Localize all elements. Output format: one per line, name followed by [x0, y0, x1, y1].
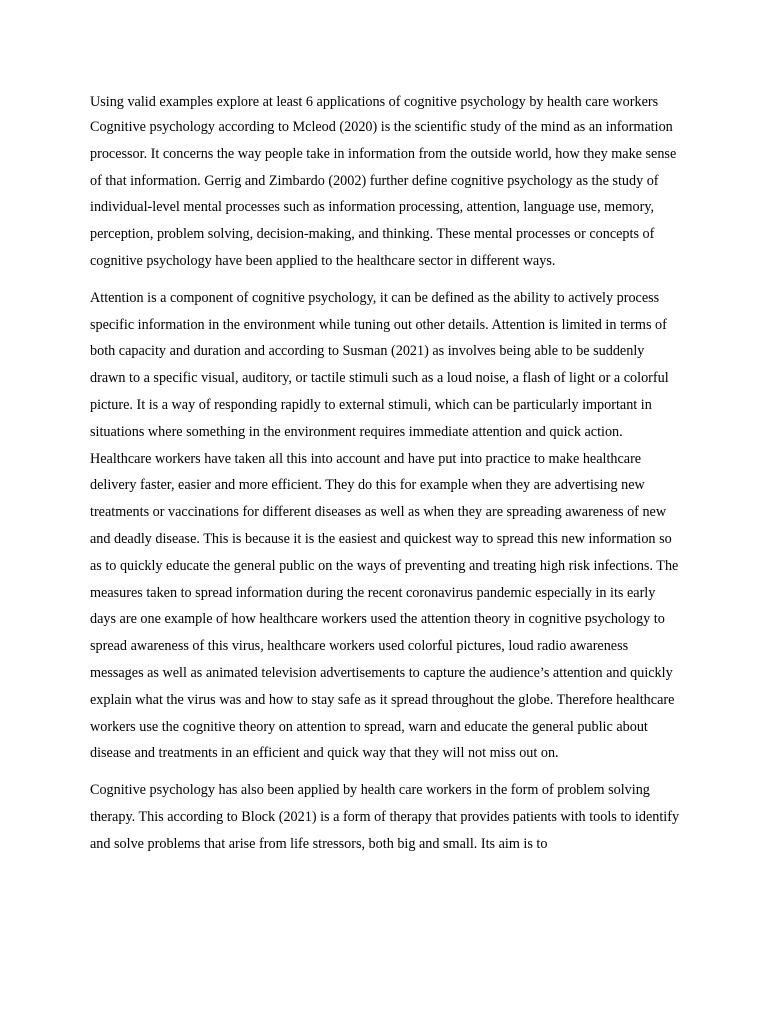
paragraph-attention: Attention is a component of cognitive psychology, it can be defined as the ability to actively process specific information in the environment while tuning out other details. Attention is limited in terms of both capacity and duration and according to Susman (2021) as involves being able to be suddenly drawn to a specific visual, auditory, or tactile stimuli such as a loud noise, a flash of light or a colorful picture. It is a way of responding rapidly to external stimuli, which can be particularly important in situations where something in the environment requires immediate attention and quick action. Healthcare workers have taken all this into account and have put into practice to make healthcare delivery faster, easier and more efficient. They do this for example when they are advertising new treatments or vaccinations for different diseases as well as when they are spreading awareness of new and deadly disease. This is because it is the easiest and quickest way to spread this new information so as to quickly educate the general public on the ways of preventing and treating high risk infections. The measures taken to spread information during the recent coronavirus pandemic especially in its early days are one example of how healthcare workers used the attention theory in cognitive psychology to spread awareness of this virus, healthcare workers used colorful pictures, loud radio awareness messages as well as animated television advertisements to capture the audience’s attention and quickly explain what the virus was and how to stay safe as it spread throughout the globe. Therefore healthcare workers use the cognitive theory on attention to spread, warn and educate the general public about disease and treatments in an efficient and quick way that they will not miss out on.: [90, 289, 679, 762]
document-heading: Using valid examples explore at least 6 applications of cognitive psychology by health care workers: [90, 94, 659, 110]
paragraph-problem-solving: Cognitive psychology has also been applied by health care workers in the form of problem solving therapy. This according to Block (2021) is a form of therapy that provides patients with tools to identify and solve problems that arise from life stressors, both big and small. Its aim is to: [90, 782, 680, 852]
paragraph-intro: Cognitive psychology according to Mcleod (2020) is the scientific study of the mind as an information processor. It concerns the way people take in information from the outside world, how they make sense of that information. Gerrig and Zimbardo (2002) further define cognitive psychology as the study of individual-level mental processes such as information processing, attention, language use, memory, perception, problem solving, decision-making, and thinking. These mental processes or concepts of cognitive psychology have been applied to the healthcare sector in different ways.: [90, 119, 677, 269]
document-body: [90, 93, 680, 858]
